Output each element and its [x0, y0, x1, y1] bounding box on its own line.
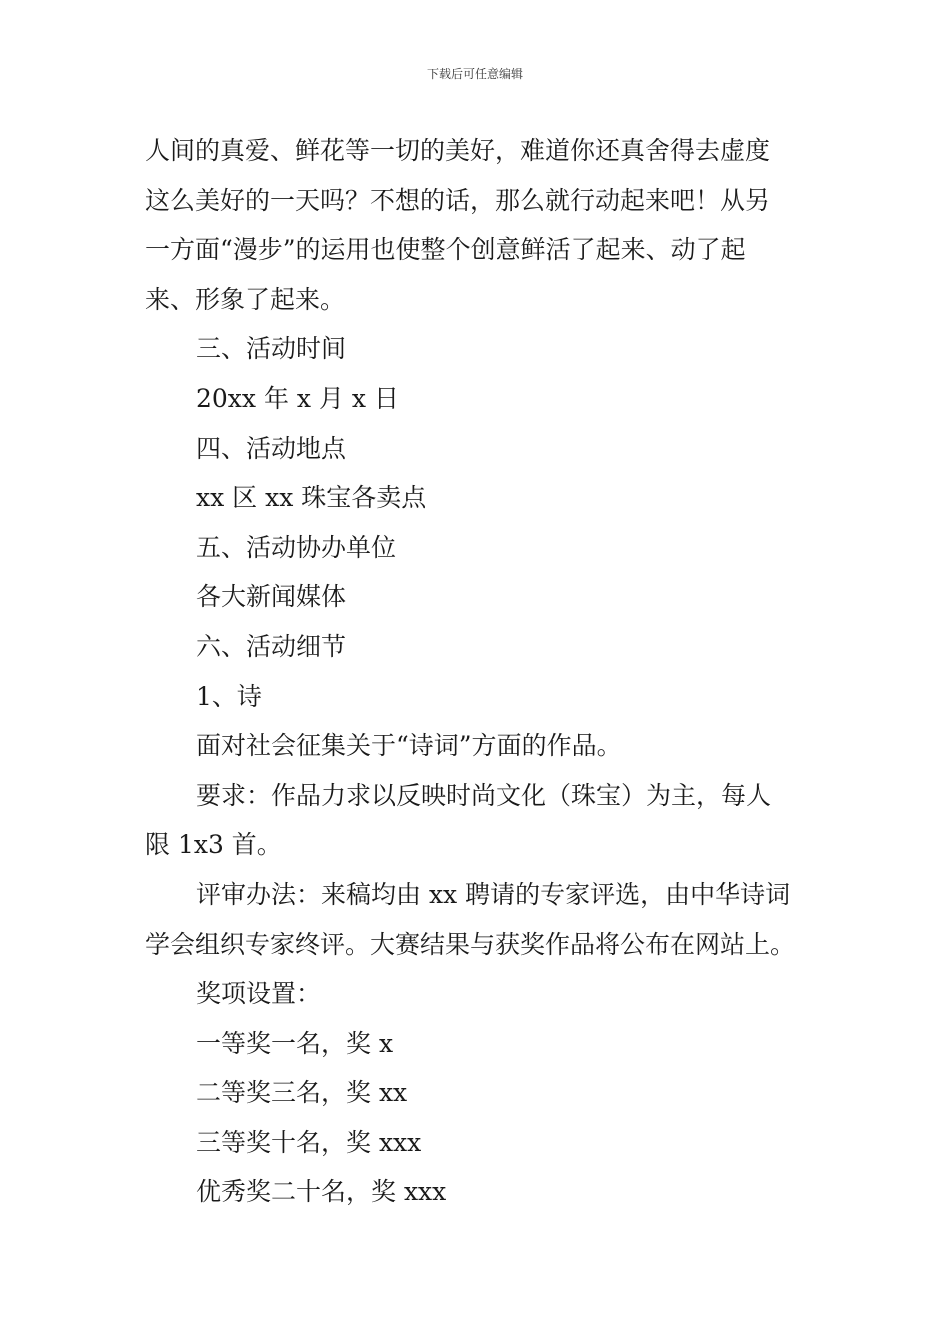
- award-second-prize: 二等奖三名，奖 xx: [196, 1078, 408, 1108]
- document-body: [145, 126, 810, 1217]
- review-method-line: 学会组织专家终评。大赛结果与获奖作品将公布在网站上。: [145, 929, 796, 959]
- award-third-prize: 三等奖十名，奖 xxx: [196, 1127, 422, 1157]
- section-heading-activity-details: 六、活动细节: [196, 631, 347, 661]
- section-heading-activity-location: 四、活动地点: [196, 433, 347, 463]
- activity-location: xx 区 xx 珠宝各卖点: [196, 483, 427, 513]
- text-line: 人间的真爱、鲜花等一切的美好，难道你还真舍得去虚度: [145, 136, 771, 165]
- activity-date: 20xx 年 x 月 x 日: [196, 383, 399, 413]
- requirements-line: 要求：作品力求以反映时尚文化（珠宝）为主，每人: [196, 780, 772, 810]
- section-heading-activity-time: 三、活动时间: [196, 334, 347, 364]
- text-line: 面对社会征集关于“诗词”方面的作品。: [196, 731, 622, 761]
- subsection-heading-poem: 1、诗: [196, 681, 262, 711]
- awards-heading: 奖项设置：: [196, 979, 322, 1009]
- requirements-line: 限 1x3 首。: [145, 830, 282, 860]
- section-heading-co-organizers: 五、活动协办单位: [196, 532, 397, 562]
- text-line: 来、形象了起来。: [145, 284, 346, 314]
- text-line: 一方面“漫步”的运用也使整个创意鲜活了起来、动了起: [145, 235, 746, 265]
- page-header: 下载后可任意编辑: [426, 67, 523, 81]
- review-method-line: 评审办法：来稿均由 xx 聘请的专家评选，由中华诗词: [196, 879, 791, 909]
- text-line: 这么美好的一天吗？不想的话，那么就行动起来吧！从另: [145, 185, 771, 215]
- award-first-prize: 一等奖一名，奖 x: [196, 1028, 394, 1058]
- co-organizers: 各大新闻媒体: [196, 582, 347, 612]
- award-excellence-prize: 优秀奖二十名，奖 xxx: [196, 1177, 447, 1207]
